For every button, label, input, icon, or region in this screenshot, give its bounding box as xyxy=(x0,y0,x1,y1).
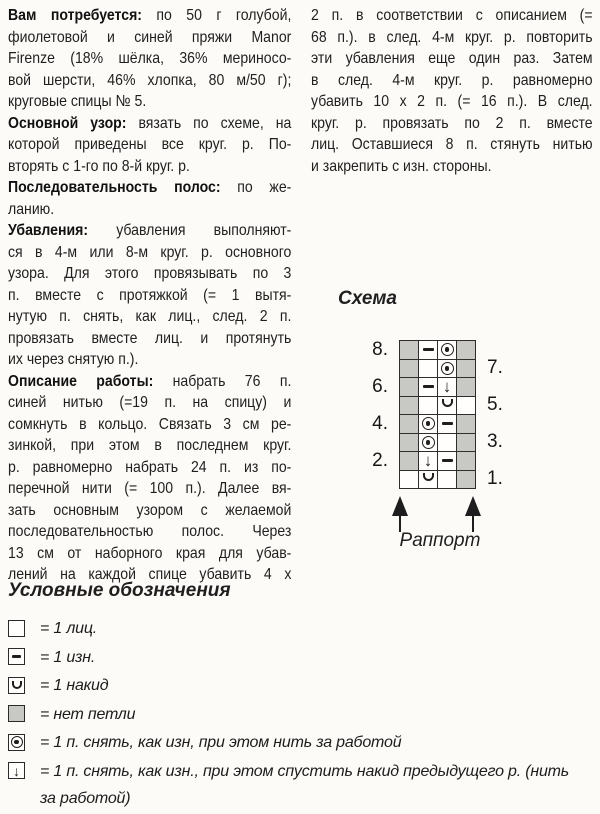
text-line: нутую п. снять, как лиц., след. 2 п. xyxy=(8,308,292,325)
legend-item xyxy=(8,729,596,757)
paragraph-lead-label: Вам потребуется: xyxy=(8,7,142,24)
row-number-right: 7. xyxy=(487,357,503,379)
drop-yarn-over-arrow-icon: ↓ xyxy=(442,376,452,396)
text-line: 68 п.). в след. 4-м круг. р. повторить xyxy=(311,28,593,46)
text-line: Firenze (18% шёлка, 36% мериносо- xyxy=(8,50,292,67)
text-line: 13 см от наборного края для убав- xyxy=(8,544,292,562)
text-line: узора. Для этого провязывать по 3 xyxy=(8,265,292,282)
knit-stitch-icon xyxy=(8,620,25,637)
legend-text-line: = нет петли xyxy=(40,705,136,723)
text-line: и закрепить с изн. стороны. xyxy=(311,157,492,175)
purl-dash-icon xyxy=(423,385,434,388)
chart-cell xyxy=(457,397,475,415)
no-stitch-cell xyxy=(457,341,475,359)
text-line: сомкнуть в кольцо. Связать 3 см ре- xyxy=(8,415,292,433)
chart-cell xyxy=(419,360,437,378)
row-number-right: 5. xyxy=(487,394,503,416)
row-number-right: 1. xyxy=(487,468,503,490)
chart-cell xyxy=(438,471,456,489)
no-stitch-cell xyxy=(400,415,418,433)
legend-title: Условные обозначения xyxy=(8,580,231,601)
purl-dash-icon xyxy=(8,648,25,665)
schema-title: Схема xyxy=(338,288,398,309)
yarn-over-cup-icon xyxy=(12,681,22,689)
no-stitch-cell xyxy=(457,471,475,489)
text-line: Убавления: убавления выполняют- xyxy=(8,222,292,239)
legend-items xyxy=(8,615,596,813)
paragraph-lead-label: Последовательность полос: xyxy=(8,179,221,196)
text-line: зинкой, при этом в последнем круг. xyxy=(8,437,292,454)
chart-cell xyxy=(419,341,437,359)
chart-cell xyxy=(419,378,437,396)
purl-dash-icon xyxy=(12,655,21,658)
legend-item xyxy=(8,615,596,643)
chart-cell xyxy=(438,378,456,396)
schema-grid xyxy=(399,340,476,489)
slip-stitch-bullseye-icon xyxy=(8,734,25,751)
paragraph-lead-label: Основной узор: xyxy=(8,114,127,132)
no-stitch-cell xyxy=(457,415,475,433)
text-line: лиц. Оставшиеся 8 п. стянуть нитью xyxy=(311,136,593,153)
text-line: Основной узор: вязать по схеме, на xyxy=(8,114,292,132)
legend-item xyxy=(8,758,596,813)
chart-cell xyxy=(438,434,456,452)
text-line: р. равномерно набрать 24 п. из по- xyxy=(8,458,292,476)
text-line: провязать вместе лиц. и протянуть xyxy=(8,329,292,347)
chart-cell xyxy=(438,397,456,415)
repeat-label: Раппорт xyxy=(399,530,481,551)
text-line: лений на каждой спице убавить 4 х xyxy=(8,566,292,583)
legend-item xyxy=(8,644,596,672)
legend-item-text xyxy=(40,644,95,672)
text-line: в след. 4-м круг. р. равномерно xyxy=(311,71,593,89)
yarn-over-cup-icon xyxy=(442,399,453,407)
chart-cell xyxy=(438,360,456,378)
text-line: убавить 10 х 2 п. (= 16 п.). В след. xyxy=(311,93,593,110)
drop-yarn-over-arrow-icon: ↓ xyxy=(423,450,433,470)
yarn-over-cup-icon xyxy=(423,473,434,481)
text-line: п. вместе с протяжкой (= 1 вытя- xyxy=(8,286,292,304)
no-stitch-cell xyxy=(457,452,475,470)
no-stitch-cell xyxy=(400,397,418,415)
legend-item-text xyxy=(40,701,135,729)
text-line: Последовательность полос: по же- xyxy=(8,179,292,196)
text-line: ланию. xyxy=(8,200,55,218)
knitting-schema xyxy=(330,288,575,573)
text-line: ся в 4-м или 8-м круг. р. основного xyxy=(8,243,292,261)
legend xyxy=(8,580,596,814)
text-line: круговые спицы № 5. xyxy=(8,93,147,110)
row-number-left: 6. xyxy=(372,375,388,397)
no-stitch-cell xyxy=(400,378,418,396)
row-number-left: 2. xyxy=(372,449,388,471)
arrow-head xyxy=(465,496,481,516)
chart-cell xyxy=(438,341,456,359)
text-line: эти убавления еще один раз. Затем xyxy=(311,50,593,67)
no-stitch-cell xyxy=(400,360,418,378)
legend-item-text xyxy=(40,615,97,643)
row-number-right: 3. xyxy=(487,431,503,453)
chart-cell xyxy=(419,415,437,433)
no-stitch-cell xyxy=(457,434,475,452)
legend-text-line: = 1 лиц. xyxy=(40,620,98,637)
legend-text-line: = 1 накид xyxy=(40,677,109,694)
legend-item-text xyxy=(40,729,401,757)
chart-cell xyxy=(419,452,437,470)
slip-stitch-bullseye-icon xyxy=(441,362,454,375)
no-stitch-cell xyxy=(457,360,475,378)
legend-item xyxy=(8,672,596,700)
no-stitch-cell xyxy=(400,341,418,359)
text-line: синей нитью (=19 п. на спицу) и xyxy=(8,394,292,411)
chart-cell xyxy=(419,397,437,415)
text-line: которой приведены все круг. р. По- xyxy=(8,136,292,153)
legend-item-text xyxy=(40,758,569,813)
legend-item-text xyxy=(40,672,108,700)
purl-dash-icon xyxy=(442,459,453,462)
chart-cell xyxy=(438,415,456,433)
drop-yarn-over-arrow-icon: ↓ xyxy=(13,762,20,779)
slip-stitch-bullseye-icon xyxy=(11,736,23,748)
text-line: зать основным узором с желаемой xyxy=(8,501,292,519)
slip-stitch-bullseye-icon xyxy=(422,417,435,430)
slip-stitch-bullseye-icon xyxy=(422,436,435,449)
text-line: 2 п. в соответствии с описанием (= xyxy=(311,7,593,24)
arrow-head xyxy=(392,496,408,516)
chart-cell xyxy=(419,434,437,452)
no-stitch-cell xyxy=(400,452,418,470)
row-number-left: 8. xyxy=(372,338,388,360)
legend-text-line: = 1 п. снять, как изн, при этом нить за работой xyxy=(40,734,402,751)
text-line: перечной нити (= 100 п.). Далее вя- xyxy=(8,480,292,497)
text-line: последовательностью полос. Через xyxy=(8,523,292,540)
repeat-up-arrow-left-icon xyxy=(392,496,408,533)
legend-text-line: = 1 п. снять, как изн., при этом спустить накид предыдущего р. (нить xyxy=(40,762,570,780)
no-stitch-cell xyxy=(400,434,418,452)
text-line: круг. р. провязать по 2 п. вместе xyxy=(311,114,593,132)
text-line: фиолетовой и синей пряжи Manor xyxy=(8,28,292,46)
text-line: Вам потребуется: по 50 г голубой, xyxy=(8,7,292,24)
row-number-left: 4. xyxy=(372,412,388,434)
instructions-column-right xyxy=(311,5,593,177)
text-line: вторять с 1-го по 8-й круг. р. xyxy=(8,157,190,175)
legend-text-line: = 1 изн. xyxy=(40,648,96,666)
no-stitch-cell xyxy=(457,378,475,396)
drop-yarn-over-arrow-icon xyxy=(8,762,25,779)
paragraph-lead-label: Убавления: xyxy=(8,222,89,239)
legend-text-line: за работой) xyxy=(40,790,131,807)
chart-cell xyxy=(400,471,418,489)
instructions-column-left xyxy=(8,5,291,586)
purl-dash-icon xyxy=(423,348,434,351)
chart-cell xyxy=(419,471,437,489)
yarn-over-cup-icon xyxy=(8,677,25,694)
text-line: их через снятую п.). xyxy=(8,351,139,368)
repeat-up-arrow-right-icon xyxy=(465,496,481,533)
no-stitch-icon xyxy=(8,705,25,722)
purl-dash-icon xyxy=(442,422,453,425)
legend-item xyxy=(8,701,596,729)
paragraph-lead-label: Описание работы: xyxy=(8,372,154,390)
text-line: вой шерсти, 46% хлопка, 80 м/50 г); xyxy=(8,71,292,89)
chart-cell xyxy=(438,452,456,470)
text-line: Описание работы: набрать 76 п. xyxy=(8,372,292,390)
slip-stitch-bullseye-icon xyxy=(441,343,454,356)
